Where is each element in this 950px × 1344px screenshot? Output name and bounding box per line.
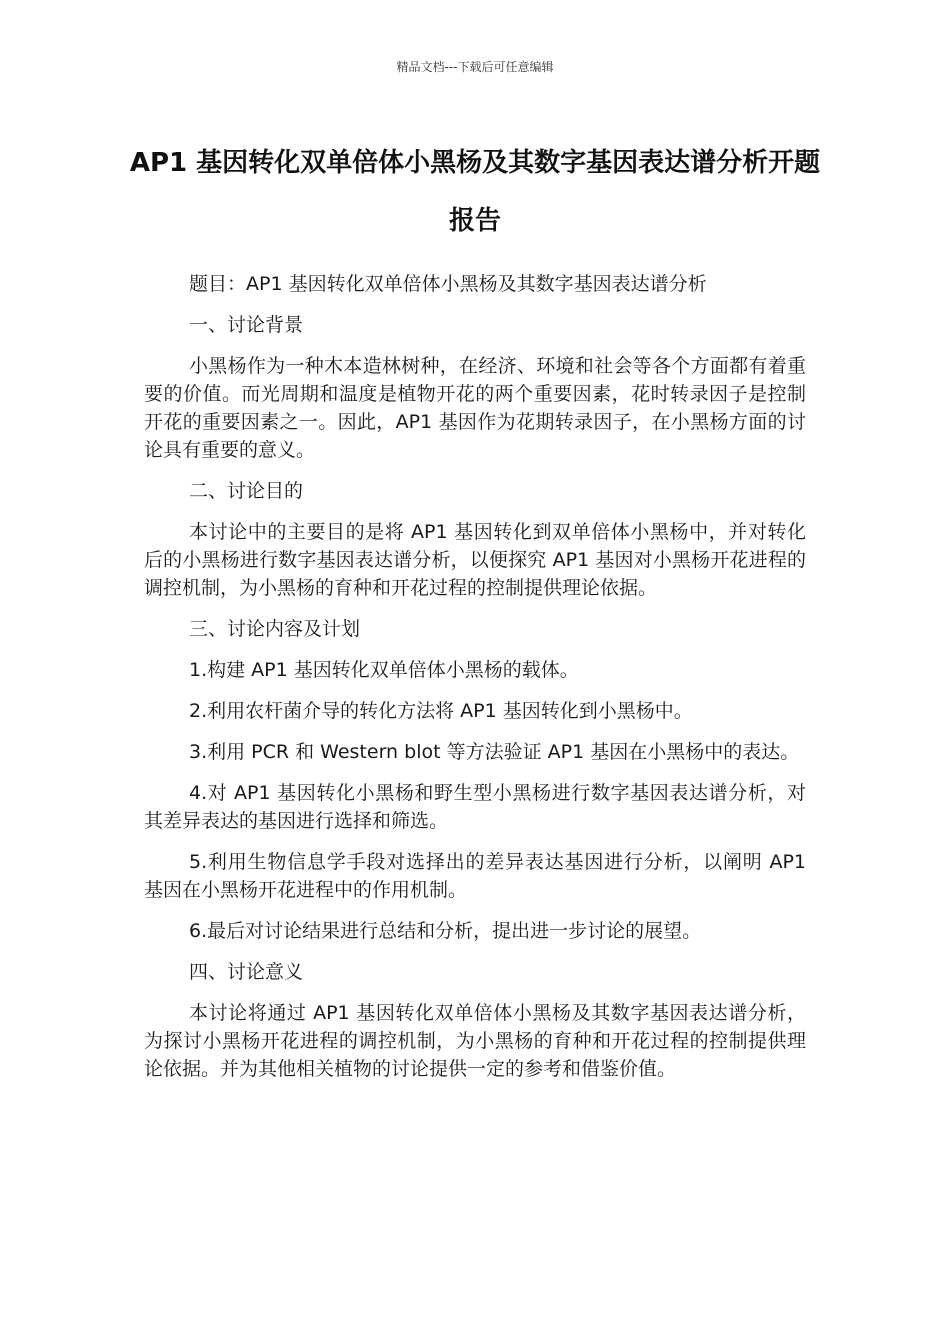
plan-item-3: 3.利用 PCR 和 Western blot 等方法验证 AP1 基因在小黑杨中的表达。 [189,741,800,763]
header-note: 精品文档---下载后可任意编辑 [396,60,554,74]
section-heading-purpose: 二、讨论目的 [189,480,304,502]
background-paragraph: 小黑杨作为一种木本造林树种，在经济、环境和社会等各个方面都有着重要的价值。而光周期和温度是植物开花的两个重要因素，花时转录因子是控制开花的重要因素之一。因此，AP1 基因作为花期转录因子，在小黑杨方面的讨论具有重要的意义。 [144,355,806,461]
plan-item-5: 5.利用生物信息学手段对选择出的差异表达基因进行分析，以阐明 AP1 基因在小黑杨开花进程中的作用机制。 [144,851,806,901]
plan-item-2: 2.利用农杆菌介导的转化方法将 AP1 基因转化到小黑杨中。 [189,700,693,722]
subject-line: 题目：AP1 基因转化双单倍体小黑杨及其数字基因表达谱分析 [189,273,707,295]
plan-item-4: 4.对 AP1 基因转化小黑杨和野生型小黑杨进行数字基因表达谱分析，对其差异表达的基因进行选择和筛选。 [144,782,806,832]
document-body [144,270,806,1096]
section-heading-background: 一、讨论背景 [189,314,304,336]
section-heading-significance: 四、讨论意义 [189,961,304,983]
plan-item-6: 6.最后对讨论结果进行总结和分析，提出进一步讨论的展望。 [189,920,702,942]
section-heading-content-plan: 三、讨论内容及计划 [189,618,361,640]
plan-item-1: 1.构建 AP1 基因转化双单倍体小黑杨的载体。 [189,659,579,681]
document-title: AP1 基因转化双单倍体小黑杨及其数字基因表达谱分析开题报告 [129,148,821,236]
purpose-paragraph: 本讨论中的主要目的是将 AP1 基因转化到双单倍体小黑杨中，并对转化后的小黑杨进行数字基因表达谱分析，以便探究 AP1 基因对小黑杨开花进程的调控机制，为小黑杨的育种和开花过程的控制提供理论依据。 [144,521,806,599]
significance-paragraph: 本讨论将通过 AP1 基因转化双单倍体小黑杨及其数字基因表达谱分析，为探讨小黑杨开花进程的调控机制，为小黑杨的育种和开花过程的控制提供理论依据。并为其他相关植物的讨论提供一定的参考和借鉴价值。 [144,1002,806,1080]
